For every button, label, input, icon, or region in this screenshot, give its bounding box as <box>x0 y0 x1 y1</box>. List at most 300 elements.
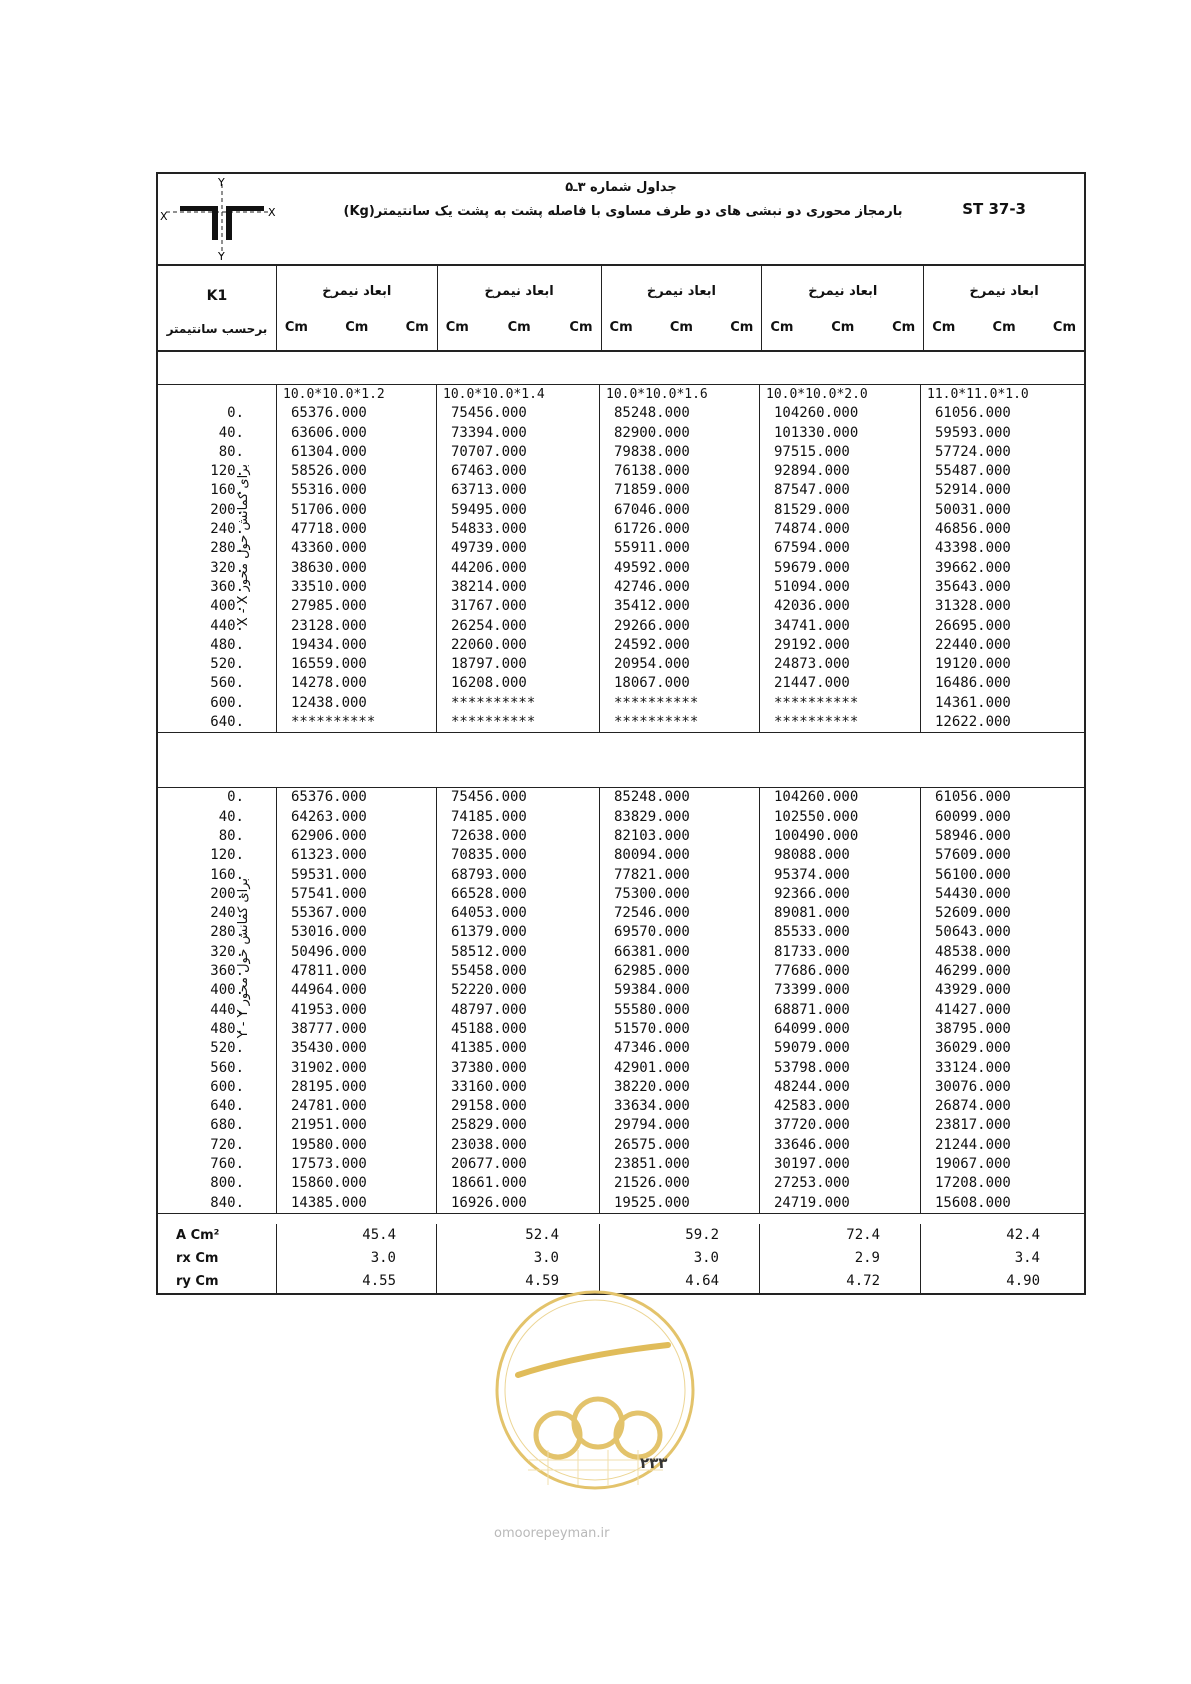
load-value: 30197.000 <box>759 1155 920 1174</box>
load-value: ********** <box>276 713 436 732</box>
load-value: 61056.000 <box>920 404 1080 423</box>
load-value: 55580.000 <box>599 1001 759 1020</box>
k-value: 520. <box>210 656 244 673</box>
k-value: 0. <box>227 789 244 806</box>
dim-label: ابعاد نیمرخ <box>808 284 878 299</box>
load-value: 58526.000 <box>276 462 436 481</box>
section-x-rows <box>158 404 1084 732</box>
load-value: 24592.000 <box>599 636 759 655</box>
load-value: 22440.000 <box>920 636 1080 655</box>
load-value: 12438.000 <box>276 694 436 713</box>
load-value: 92894.000 <box>759 462 920 481</box>
column-headers <box>158 266 1084 352</box>
table-row <box>158 462 1084 481</box>
table-row <box>158 904 1084 923</box>
load-value: 51706.000 <box>276 501 436 520</box>
load-value: 77821.000 <box>599 866 759 885</box>
load-value: 101330.000 <box>759 424 920 443</box>
load-value: 22060.000 <box>436 636 599 655</box>
load-value: 41953.000 <box>276 1001 436 1020</box>
load-value: 52609.000 <box>920 904 1080 923</box>
section-y-caption: Y - Y برای کمانش حول محور <box>236 878 251 1039</box>
load-value: 66528.000 <box>436 885 599 904</box>
property-value: 3.0 <box>436 1247 599 1270</box>
table-row <box>158 617 1084 636</box>
table-row <box>158 885 1084 904</box>
k-value: 160. <box>210 866 244 883</box>
k-value: 0. <box>227 405 244 422</box>
table-row <box>158 1116 1084 1135</box>
load-value: 104260.000 <box>759 788 920 807</box>
property-value: 52.4 <box>436 1224 599 1247</box>
property-value: 3.0 <box>276 1247 436 1270</box>
table-row <box>158 788 1084 807</box>
table-row <box>158 1020 1084 1039</box>
table-row <box>158 962 1084 981</box>
load-value: 47718.000 <box>276 520 436 539</box>
load-value: 15608.000 <box>920 1194 1080 1213</box>
load-value: 41385.000 <box>436 1039 599 1058</box>
k-value: 200. <box>210 501 244 518</box>
k-value: 160. <box>210 482 244 499</box>
profile-label: 11.0*11.0*1.0 <box>920 384 1080 406</box>
table-row <box>158 481 1084 500</box>
load-value: 33160.000 <box>436 1078 599 1097</box>
load-value: 55316.000 <box>276 481 436 500</box>
load-value: 31767.000 <box>436 597 599 616</box>
load-value: 49592.000 <box>599 559 759 578</box>
load-value: 85248.000 <box>599 404 759 423</box>
load-value: 24781.000 <box>276 1097 436 1116</box>
dim-label: ابعاد نیمرخ <box>484 284 554 299</box>
load-value: 85248.000 <box>599 788 759 807</box>
load-value: 35643.000 <box>920 578 1080 597</box>
load-value: 50496.000 <box>276 943 436 962</box>
load-value: 67594.000 <box>759 539 920 558</box>
load-value: 19067.000 <box>920 1155 1080 1174</box>
load-value: 70707.000 <box>436 443 599 462</box>
unit-labels: Cm Cm Cm <box>445 320 593 335</box>
load-value: 36029.000 <box>920 1039 1080 1058</box>
load-value: 35430.000 <box>276 1039 436 1058</box>
k-value: 240. <box>210 905 244 922</box>
load-value: 59495.000 <box>436 501 599 520</box>
property-value: 42.4 <box>920 1224 1080 1247</box>
load-value: 43398.000 <box>920 539 1080 558</box>
load-value: 21447.000 <box>759 674 920 693</box>
load-value: 26254.000 <box>436 617 599 636</box>
load-value: 77686.000 <box>759 962 920 981</box>
k-value: 440. <box>210 1001 244 1018</box>
load-value: 55458.000 <box>436 962 599 981</box>
load-value: 49739.000 <box>436 539 599 558</box>
table-subtitle: بارمجاز محوری دو نبشی های دو طرف مساوی با فاصله پشت به پشت یک سانتیمتر(Kg) <box>343 204 903 219</box>
k-value: 640. <box>210 1098 244 1115</box>
table-row <box>158 655 1084 674</box>
table-row <box>158 808 1084 827</box>
dim-label: ابعاد نیمرخ <box>646 284 716 299</box>
load-value: 21526.000 <box>599 1174 759 1193</box>
load-value: 16208.000 <box>436 674 599 693</box>
load-value: 29158.000 <box>436 1097 599 1116</box>
load-value: 20954.000 <box>599 655 759 674</box>
k-value: 80. <box>218 443 244 460</box>
table-row <box>158 636 1084 655</box>
table-body <box>158 384 1084 1293</box>
load-value: 79838.000 <box>599 443 759 462</box>
load-value: 24719.000 <box>759 1194 920 1213</box>
property-value: 2.9 <box>759 1247 920 1270</box>
load-value: 21951.000 <box>276 1116 436 1135</box>
load-value: 17208.000 <box>920 1174 1080 1193</box>
load-value: 59384.000 <box>599 981 759 1000</box>
load-value: 66381.000 <box>599 943 759 962</box>
load-value: 98088.000 <box>759 846 920 865</box>
load-value: ********** <box>436 713 599 732</box>
load-value: 38630.000 <box>276 559 436 578</box>
dim-label: ابعاد نیمرخ <box>322 284 392 299</box>
load-value: 42901.000 <box>599 1059 759 1078</box>
load-value: 42583.000 <box>759 1097 920 1116</box>
profile-label: 10.0*10.0*2.0 <box>759 384 920 406</box>
table-row <box>158 1097 1084 1116</box>
k-header-cell <box>158 266 276 350</box>
property-value: 3.4 <box>920 1247 1080 1270</box>
table-row <box>158 424 1084 443</box>
load-value: 81529.000 <box>759 501 920 520</box>
load-value: 58512.000 <box>436 943 599 962</box>
k-value: 480. <box>210 636 244 653</box>
load-value: 47346.000 <box>599 1039 759 1058</box>
profile-header-cell <box>761 266 923 350</box>
load-value: 50643.000 <box>920 923 1080 942</box>
k-value: 80. <box>218 827 244 844</box>
profile-label: 10.0*10.0*1.6 <box>599 384 759 406</box>
load-value: 33124.000 <box>920 1059 1080 1078</box>
load-value: 19120.000 <box>920 655 1080 674</box>
load-value: 56100.000 <box>920 866 1080 885</box>
k-value: 760. <box>210 1155 244 1172</box>
load-value: 104260.000 <box>759 404 920 423</box>
axis-y-top: Y <box>218 176 225 189</box>
load-value: ********** <box>759 694 920 713</box>
load-value: 38214.000 <box>436 578 599 597</box>
axis-x-right: X <box>268 206 276 219</box>
table-row <box>158 501 1084 520</box>
unit-labels: Cm Cm Cm <box>609 320 754 335</box>
section-x-caption: X - X برای کمانش حول محور <box>236 464 251 627</box>
axis-y-bottom: Y <box>218 250 225 262</box>
table-row <box>158 1194 1084 1213</box>
load-value: 23128.000 <box>276 617 436 636</box>
load-value: 44206.000 <box>436 559 599 578</box>
load-value: 100490.000 <box>759 827 920 846</box>
load-value: 61323.000 <box>276 846 436 865</box>
load-value: 74874.000 <box>759 520 920 539</box>
load-value: 42036.000 <box>759 597 920 616</box>
load-value: 23038.000 <box>436 1136 599 1155</box>
load-value: 14385.000 <box>276 1194 436 1213</box>
table-row <box>158 713 1084 732</box>
load-value: 53798.000 <box>759 1059 920 1078</box>
k-value: 40. <box>218 424 244 441</box>
profile-header-cell <box>437 266 601 350</box>
property-value: 4.72 <box>759 1270 920 1293</box>
load-value: 42746.000 <box>599 578 759 597</box>
k-value: 360. <box>210 963 244 980</box>
load-value: 16926.000 <box>436 1194 599 1213</box>
table-row <box>158 559 1084 578</box>
table-header <box>158 174 1084 266</box>
load-value: 35412.000 <box>599 597 759 616</box>
load-value: 29266.000 <box>599 617 759 636</box>
k-value: 640. <box>210 714 244 731</box>
load-value: 33646.000 <box>759 1136 920 1155</box>
load-value: 27985.000 <box>276 597 436 616</box>
k-value: 520. <box>210 1040 244 1057</box>
table-row <box>158 1174 1084 1193</box>
table-row <box>158 1155 1084 1174</box>
load-value: 16486.000 <box>920 674 1080 693</box>
load-value: 37380.000 <box>436 1059 599 1078</box>
load-value: 18797.000 <box>436 655 599 674</box>
properties-divider <box>158 1213 1084 1224</box>
load-value: 72638.000 <box>436 827 599 846</box>
load-value: 43360.000 <box>276 539 436 558</box>
table-row <box>158 404 1084 423</box>
load-value: 65376.000 <box>276 404 436 423</box>
k-value: 720. <box>210 1136 244 1153</box>
table-row <box>158 1059 1084 1078</box>
unit-labels: Cm Cm Cm <box>770 320 916 335</box>
table-row <box>158 694 1084 713</box>
load-value: 102550.000 <box>759 808 920 827</box>
load-value: 80094.000 <box>599 846 759 865</box>
load-value: 14361.000 <box>920 694 1080 713</box>
load-value: 83829.000 <box>599 808 759 827</box>
load-value: 63606.000 <box>276 424 436 443</box>
load-value: 43929.000 <box>920 981 1080 1000</box>
load-value: 61056.000 <box>920 788 1080 807</box>
k-value: 200. <box>210 885 244 902</box>
unit-labels: Cm Cm Cm <box>284 320 429 335</box>
k-value: 360. <box>210 578 244 595</box>
load-value: 59679.000 <box>759 559 920 578</box>
axis-x-left: X <box>160 210 168 223</box>
load-value: 74185.000 <box>436 808 599 827</box>
k-value: 600. <box>210 1078 244 1095</box>
load-value: 29192.000 <box>759 636 920 655</box>
load-value: ********** <box>599 713 759 732</box>
load-value: 46856.000 <box>920 520 1080 539</box>
load-value: 51094.000 <box>759 578 920 597</box>
load-value: 67463.000 <box>436 462 599 481</box>
load-value: 44964.000 <box>276 981 436 1000</box>
property-value: 59.2 <box>599 1224 759 1247</box>
load-value: 67046.000 <box>599 501 759 520</box>
property-value: 4.55 <box>276 1270 436 1293</box>
load-value: 57724.000 <box>920 443 1080 462</box>
load-value: 61379.000 <box>436 923 599 942</box>
load-value: 59079.000 <box>759 1039 920 1058</box>
load-value: 61304.000 <box>276 443 436 462</box>
load-value: 92366.000 <box>759 885 920 904</box>
k-value: 600. <box>210 694 244 711</box>
k-value: 480. <box>210 1020 244 1037</box>
load-value: 87547.000 <box>759 481 920 500</box>
load-value: 65376.000 <box>276 788 436 807</box>
property-value: 4.64 <box>599 1270 759 1293</box>
k-value: 560. <box>210 675 244 692</box>
load-value: 60099.000 <box>920 808 1080 827</box>
load-value: ********** <box>599 694 759 713</box>
load-value: 37720.000 <box>759 1116 920 1135</box>
load-value: 82900.000 <box>599 424 759 443</box>
k-value: 440. <box>210 617 244 634</box>
property-label: rx Cm <box>176 1250 219 1266</box>
load-value: 38795.000 <box>920 1020 1080 1039</box>
load-value: 48244.000 <box>759 1078 920 1097</box>
table-row <box>158 539 1084 558</box>
load-value: 47811.000 <box>276 962 436 981</box>
load-value: 39662.000 <box>920 559 1080 578</box>
load-value: 75456.000 <box>436 404 599 423</box>
load-value: 14278.000 <box>276 674 436 693</box>
profile-header-cell <box>923 266 1084 350</box>
load-value: 28195.000 <box>276 1078 436 1097</box>
profile-label-row <box>158 385 1084 404</box>
load-value: 61726.000 <box>599 520 759 539</box>
load-value: 68871.000 <box>759 1001 920 1020</box>
property-value: 3.0 <box>599 1247 759 1270</box>
table-row <box>158 1039 1084 1058</box>
load-value: 63713.000 <box>436 481 599 500</box>
load-value: 17573.000 <box>276 1155 436 1174</box>
table-row <box>158 1001 1084 1020</box>
load-value: 54833.000 <box>436 520 599 539</box>
load-value: 62985.000 <box>599 962 759 981</box>
load-value: 25829.000 <box>436 1116 599 1135</box>
load-value: 12622.000 <box>920 713 1080 732</box>
load-value: 15860.000 <box>276 1174 436 1193</box>
section-properties <box>158 1224 1084 1293</box>
table-row <box>158 520 1084 539</box>
table-row <box>158 981 1084 1000</box>
k-label: K1 <box>206 288 228 304</box>
table-row <box>158 923 1084 942</box>
load-value: 55911.000 <box>599 539 759 558</box>
load-value: 95374.000 <box>759 866 920 885</box>
unit-labels: Cm Cm Cm <box>932 320 1076 335</box>
section-x-axis <box>158 404 1084 732</box>
load-value: 68793.000 <box>436 866 599 885</box>
load-value: 19434.000 <box>276 636 436 655</box>
load-value: 81733.000 <box>759 943 920 962</box>
k-value: 400. <box>210 982 244 999</box>
property-row <box>158 1247 1084 1270</box>
load-value: 58946.000 <box>920 827 1080 846</box>
k-value: 280. <box>210 924 244 941</box>
load-value: 20677.000 <box>436 1155 599 1174</box>
section-spacer <box>158 732 1084 788</box>
property-label: A Cm² <box>176 1227 220 1243</box>
load-value: 33634.000 <box>599 1097 759 1116</box>
omoorepeyman-stamp-logo <box>488 1285 702 1495</box>
load-value: 26695.000 <box>920 617 1080 636</box>
table-row <box>158 443 1084 462</box>
load-value: 24873.000 <box>759 655 920 674</box>
load-value: 64263.000 <box>276 808 436 827</box>
profile-label: 10.0*10.0*1.4 <box>436 384 599 406</box>
property-value: 72.4 <box>759 1224 920 1247</box>
table-row <box>158 943 1084 962</box>
section-y-axis <box>158 788 1084 1213</box>
load-value: 21244.000 <box>920 1136 1080 1155</box>
load-value: 55367.000 <box>276 904 436 923</box>
load-value: 30076.000 <box>920 1078 1080 1097</box>
load-value: 53016.000 <box>276 923 436 942</box>
load-value: 41427.000 <box>920 1001 1080 1020</box>
load-value: 73399.000 <box>759 981 920 1000</box>
profile-header-cell <box>601 266 762 350</box>
load-value: 38220.000 <box>599 1078 759 1097</box>
load-value: 18067.000 <box>599 674 759 693</box>
load-value: 73394.000 <box>436 424 599 443</box>
page-number: ۲۳۳ <box>640 1454 668 1472</box>
k-value: 400. <box>210 598 244 615</box>
k-value: 320. <box>210 559 244 576</box>
load-value: 19525.000 <box>599 1194 759 1213</box>
section-y-rows <box>158 788 1084 1213</box>
property-value: 4.59 <box>436 1270 599 1293</box>
steel-grade: ST 37-3 <box>962 200 1026 218</box>
load-value: 64053.000 <box>436 904 599 923</box>
table-row <box>158 827 1084 846</box>
table-row <box>158 846 1084 865</box>
property-value: 4.90 <box>920 1270 1080 1293</box>
load-value: 52220.000 <box>436 981 599 1000</box>
load-value: 33510.000 <box>276 578 436 597</box>
k-value: 560. <box>210 1059 244 1076</box>
k-unit: برحسب سانتیمتر <box>166 322 268 336</box>
load-value: 48538.000 <box>920 943 1080 962</box>
dim-label: ابعاد نیمرخ <box>969 284 1039 299</box>
k-value: 40. <box>218 808 244 825</box>
load-value: 70835.000 <box>436 846 599 865</box>
load-value: 54430.000 <box>920 885 1080 904</box>
k-value: 800. <box>210 1175 244 1192</box>
profile-header-cell <box>276 266 437 350</box>
load-value: 45188.000 <box>436 1020 599 1039</box>
load-value: 59593.000 <box>920 424 1080 443</box>
property-label: ry Cm <box>176 1273 219 1289</box>
k-value: 240. <box>210 521 244 538</box>
load-value: 57609.000 <box>920 846 1080 865</box>
load-value: ********** <box>759 713 920 732</box>
load-value: 26575.000 <box>599 1136 759 1155</box>
table-row <box>158 674 1084 693</box>
table-frame <box>156 172 1086 1295</box>
load-value: 71859.000 <box>599 481 759 500</box>
load-value: 19580.000 <box>276 1136 436 1155</box>
load-value: 18661.000 <box>436 1174 599 1193</box>
property-row <box>158 1224 1084 1247</box>
load-value: 52914.000 <box>920 481 1080 500</box>
header-gap <box>158 352 1084 384</box>
load-value: 29794.000 <box>599 1116 759 1135</box>
table-row <box>158 597 1084 616</box>
load-value: 97515.000 <box>759 443 920 462</box>
